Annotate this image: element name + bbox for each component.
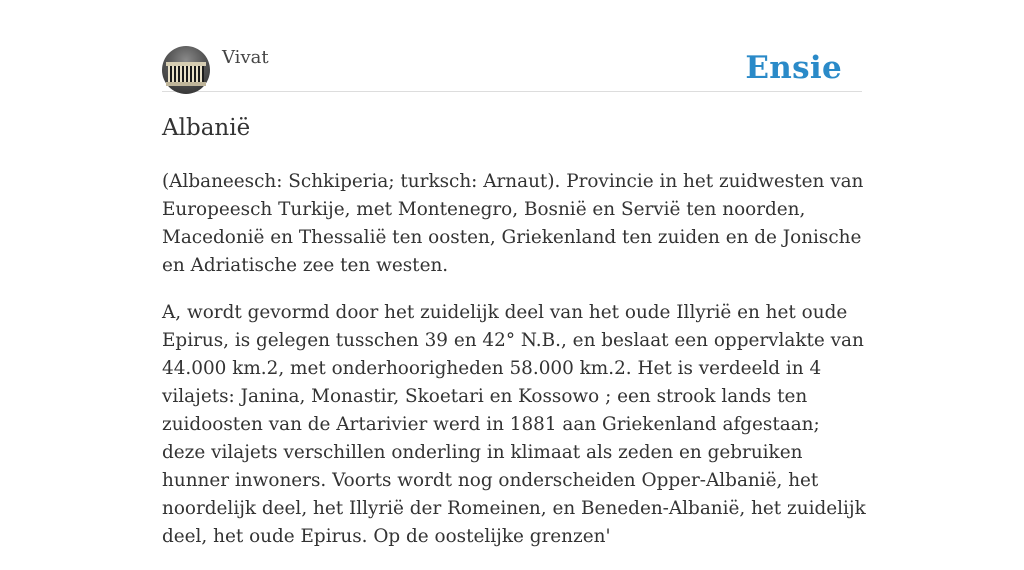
article-body [162,168,866,570]
article-paragraph: A, wordt gevormd door het zuidelijk deel van het oude Illyrië en het oude Epirus, is gelegen tusschen 39 en 42° N.B., en beslaat een oppervlakte van 44.000 km.2, met onderhoorigheden 58.000 km.2. Het is verdeeld in 4 vilajets: Janina, Monastir, Skoetari en Kossowo ; een strook lands ten zuidoosten van de Artarivier werd in 1881 aan Griekenland afgestaan; deze vilajets verschillen onderling in klimaat als zeden en gebruiken hunner inwoners. Voorts wordt nog onderscheiden Opper-Albanië, het noordelijk deel, het Illyrië der Romeinen, en Beneden-Albanië, het zuidelijk deel, het oude Epirus. Op de oostelijke grenzen' [162,302,866,547]
avatar-columns [168,66,204,82]
article-title: Albanië [162,115,251,141]
ensie-logo[interactable]: Ensie [745,50,842,86]
header [162,46,862,92]
username-link[interactable]: Vivat [222,47,269,68]
article-paragraph: (Albaneesch: Schkiperia; turksch: Arnaut). Provincie in het zuidwesten van Europeesch Turkije, met Montenegro, Bosnië en Servië ten noorden, Macedonië en Thessalië ten oosten, Griekenland ten zuiden en de Jonische en Adriatische zee ten westen. [162,171,864,276]
avatar-base [166,82,206,86]
user-avatar[interactable] [162,46,210,94]
